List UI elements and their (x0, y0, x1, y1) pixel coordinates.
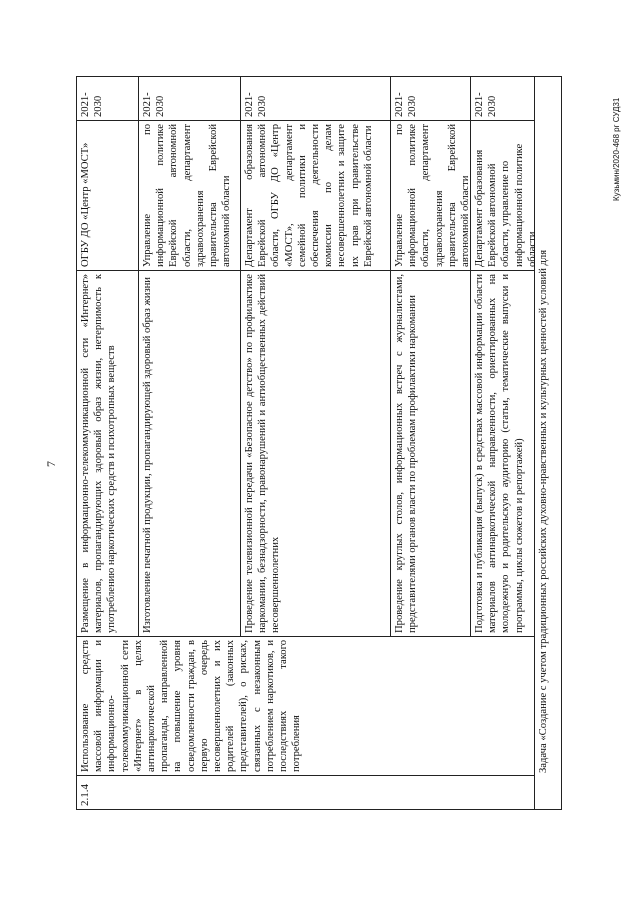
document-footer-code: Кузьмин/2020-468 рг СУД31 (612, 97, 621, 201)
activity-executor: Управление по информационной политике Еврейской автономной области, департамент здравоохранения правительства Еврейской автономной области (139, 120, 241, 270)
row-title: Использование средств массовой информации и информационно-телекоммуникационной сети «Интернет» в целях антинаркотической пропаганды, направленной на повышение уровня осведомленности граждан, в первую очередь несовершеннолетних и их родителей (законных представителей), о рисках, связанных с незаконным потреблением наркотиков, и последствиях такого потребления (77, 636, 535, 775)
row-number: 2.1.4 (77, 775, 535, 809)
plan-table (76, 76, 562, 810)
activity-executor: Департамент образования Еврейской автономной области, ОГБУ ДО «Центр «МОСТ», департамент семейной политики и обеспечения деятельности комиссии по делам несовершеннолетних и защите их прав при правительстве Еврейской автономной области (241, 120, 391, 270)
task-heading: Задача «Создание с учетом традиционных российских духовно-нравственных и культурных ценностей условий для (538, 249, 549, 773)
activity-executor: Управление по информационной политике области, департамент здравоохранения правительства Еврейской автономной области (391, 120, 471, 270)
activity-text: Подготовка и публикация (выпуск) в средствах массовой информации области материалов антинаркотической направленности, ориентированных на молодежную и родительскую аудиторию (статьи, тематические выпуски и программы, циклы сюжетов и репортажей) (471, 270, 535, 636)
activity-text: Проведение телевизионной передачи «Безопасное детство» по профилактике наркомании, безнадзорности, правонарушений и антиобщественных действий несовершеннолетних (241, 270, 391, 636)
activity-period: 2021-2030 (77, 77, 139, 120)
activity-executor: Департамент образования Еврейской автономной области, управление по информационной политике области (471, 120, 535, 270)
activity-text: Проведение круглых столов, информационных встреч с журналистами, представителями органов власти по проблемам профилактики наркомании (391, 270, 471, 636)
activity-period: 2021-2030 (241, 77, 391, 120)
activity-text: Размещение в информационно-телекоммуникационной сети «Интернет» материалов, пропагандирующих здоровый образ жизни, нетерпимость к употреблению наркотических средств и психотропных веществ (77, 270, 139, 636)
activity-period: 2021-2030 (391, 77, 471, 120)
activity-executor: ОГБУ ДО «Центр «МОСТ» (77, 120, 139, 270)
activity-period: 2021-2030 (139, 77, 241, 120)
page-number: 7 (44, 461, 58, 467)
activity-period: 2021-2030 (471, 77, 535, 120)
activity-text: Изготовление печатной продукции, пропагандирующей здоровый образ жизни (139, 270, 241, 636)
